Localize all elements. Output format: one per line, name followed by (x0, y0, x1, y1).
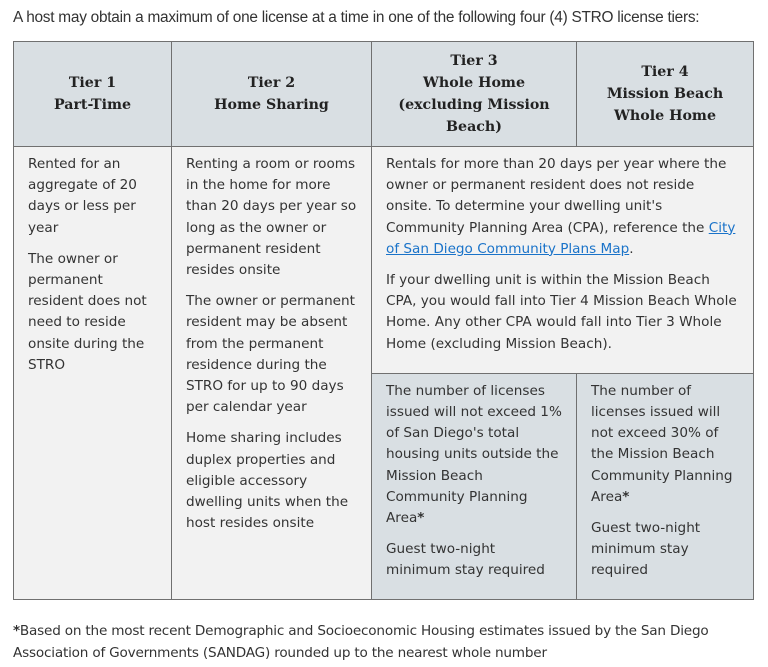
tier-4-limits (577, 373, 754, 599)
header-tier-1 (14, 42, 172, 147)
tier-1-description (14, 147, 172, 600)
tier-1-residency: The owner or permanent resident does not need to reside onsite during the STRO (28, 250, 147, 373)
footnote-star: * (13, 623, 20, 639)
tier-3-limits (372, 373, 577, 599)
license-tiers-table (13, 41, 754, 600)
header-tier-3-number: Tier 3 (450, 53, 498, 69)
footnote-marker: * (622, 488, 630, 505)
tier-3-minimum-stay: Guest two-night minimum stay required (386, 541, 545, 579)
header-tier-4-number: Tier 4 (641, 64, 689, 80)
header-tier-2-label: Home Sharing (214, 97, 329, 113)
header-tier-4-label: Mission Beach (606, 86, 724, 102)
tier-2-description (172, 147, 372, 600)
header-tier-3-label: Whole Home (423, 75, 525, 91)
whole-home-definition: Rentals for more than 20 days per year where the owner or permanent resident does not reside onsite. To determine your dwelling unit's Community Planning Area (CPA), reference the City of San Diego Community Plans Map. (386, 156, 736, 257)
tier-4-license-cap: The number of licenses issued will not exceed 30% of the Mission Beach Community Planning Area* (591, 382, 733, 505)
community-plans-map-link[interactable]: City of San Diego Community Plans Map (386, 219, 736, 257)
footnote (13, 620, 758, 664)
table-row (14, 147, 754, 374)
tier-2-includes: Home sharing includes duplex properties and eligible accessory dwelling units when the host resides onsite (186, 430, 349, 532)
tier-3-license-cap: The number of licenses issued will not exceed 1% of San Diego's total housing units outside the Mission Beach Community Planning Area* (386, 382, 562, 527)
header-tier-4 (577, 42, 754, 147)
header-tier-2-number: Tier 2 (247, 75, 296, 91)
tier-3-4-shared-description (372, 147, 754, 374)
footnote-marker: * (417, 510, 425, 527)
footnote-text: Based on the most recent Demographic and Socioeconomic Housing estimates issued by the San Diego Association of Governments (SANDAG) rounded up to the nearest whole number (13, 623, 709, 661)
tier-4-minimum-stay: Guest two-night minimum stay required (591, 520, 701, 579)
whole-home-definition-text: Rentals for more than 20 days per year where the owner or permanent resident does not reside onsite. To determine your dwelling unit's Community Planning Area (CPA), reference the (386, 156, 727, 236)
header-tier-3-sublabel: (excluding Mission Beach) (398, 97, 550, 135)
cpa-explanation: If your dwelling unit is within the Mission Beach CPA, you would fall into Tier 4 Mission Beach Whole Home. Any other CPA would fall into Tier 3 Whole Home (excluding Mission Beach). (386, 272, 737, 352)
intro-text: A host may obtain a maximum of one license at a time in one of the following four (4) STRO license tiers: (13, 9, 700, 26)
header-tier-3 (372, 42, 577, 147)
header-tier-1-number: Tier 1 (68, 75, 117, 91)
tier-1-rental-period: Rented for an aggregate of 20 days or less per year (28, 156, 137, 236)
table-header-row (14, 42, 754, 147)
tier-2-rental-period: Renting a room or rooms in the home for more than 20 days per year so long as the owner or permanent resident resides onsite (186, 156, 357, 279)
header-tier-1-label: Part-Time (53, 97, 132, 113)
header-tier-2 (172, 42, 372, 147)
tier-2-absence: The owner or permanent resident may be absent from the permanent residence during the STRO for up to 90 days per calendar year (186, 293, 355, 416)
header-tier-4-sublabel: Whole Home (614, 108, 716, 124)
